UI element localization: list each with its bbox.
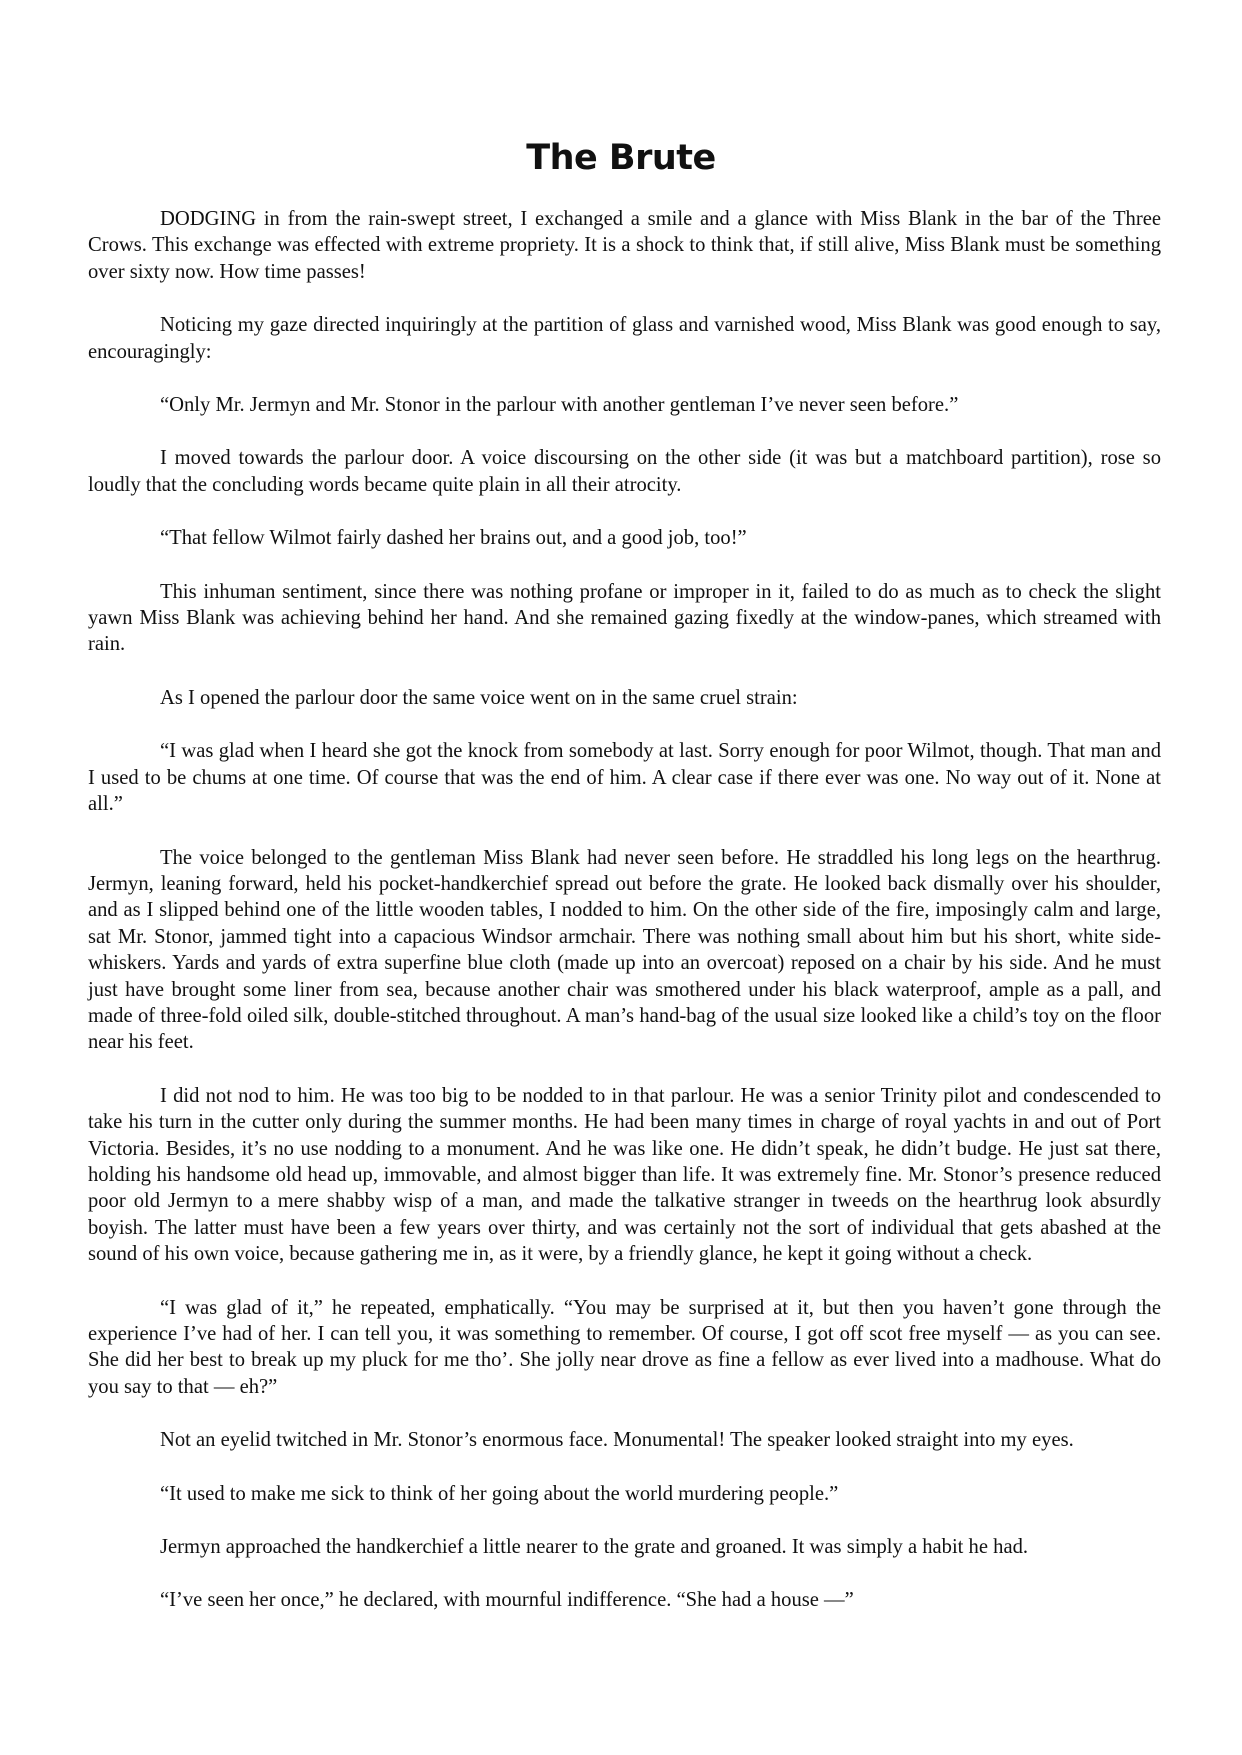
document-title: The Brute <box>526 138 716 178</box>
paragraph-13: “It used to make me sick to think of her going about the world murdering people.” <box>160 1482 839 1505</box>
paragraph-2: Noticing my gaze directed inquiringly at the partition of glass and varnished wood, Miss Blank was good enough to say, encouragingly: <box>88 314 1161 363</box>
paragraph-12: Not an eyelid twitched in Mr. Stonor’s enormous face. Monumental! The speaker looked straight into my eyes. <box>160 1429 1074 1452</box>
document-body <box>88 206 1161 1641</box>
paragraph-9: The voice belonged to the gentleman Miss Blank had never seen before. He straddled his long legs on the hearthrug. Jermyn, leaning forward, held his pocket-handkerchief spread out before the grate. He looked back dismally over his shoulder, and as I slipped behind one of the little wooden tables, I nodded to him. On the other side of the fire, imposingly calm and large, sat Mr. Stonor, jammed tight into a capacious Windsor armchair. There was nothing small about him but his short, white side-whiskers. Yards and yards of extra superfine blue cloth (made up into an overcoat) reposed on a chair by his side. And he must just have brought some liner from sea, because another chair was smothered under his black waterproof, ample as a pall, and made of three-fold oiled silk, double-stitched throughout. A man’s hand-bag of the usual size looked like a child’s toy on the floor near his feet. <box>88 846 1161 1054</box>
paragraph-3: “Only Mr. Jermyn and Mr. Stonor in the parlour with another gentleman I’ve never seen before.” <box>160 394 959 417</box>
paragraph-15: “I’ve seen her once,” he declared, with mournful indifference. “She had a house —” <box>160 1589 854 1612</box>
paragraph-5: “That fellow Wilmot fairly dashed her brains out, and a good job, too!” <box>160 527 747 550</box>
paragraph-7: As I opened the parlour door the same voice went on in the same cruel strain: <box>160 686 798 709</box>
paragraph-8: “I was glad when I heard she got the knock from somebody at last. Sorry enough for poor Wilmot, though. That man and I used to be chums at one time. Of course that was the end of him. A clear case if there ever was one. No way out of it. None at all.” <box>88 740 1161 816</box>
paragraph-14: Jermyn approached the handkerchief a little nearer to the grate and groaned. It was simply a habit he had. <box>160 1536 1029 1559</box>
paragraph-4: I moved towards the parlour door. A voice discoursing on the other side (it was but a matchboard partition), rose so loudly that the concluding words became quite plain in all their atrocity. <box>88 447 1161 496</box>
paragraph-10: I did not nod to him. He was too big to be nodded to in that parlour. He was a senior Trinity pilot and condescended to take his turn in the cutter only during the summer months. He had been many times in charge of royal yachts in and out of Port Victoria. Besides, it’s no use nodding to a monument. And he was like one. He didn’t speak, he didn’t budge. He just sat there, holding his handsome old head up, immovable, and almost bigger than life. It was extremely fine. Mr. Stonor’s presence reduced poor old Jermyn to a mere shabby wisp of a man, and made the talkative stranger in tweeds on the hearthrug look absurdly boyish. The latter must have been a few years over thirty, and was certainly not the sort of individual that gets abashed at the sound of his own voice, because gathering me in, as it were, by a friendly glance, he kept it going without a check. <box>88 1084 1161 1266</box>
paragraph-11: “I was glad of it,” he repeated, emphatically. “You may be surprised at it, but then you haven’t gone through the experience I’ve had of her. I can tell you, it was something to remember. Of course, I got off scot free myself — as you can see. She did her best to break up my pluck for me tho’. She jolly near drove as fine a fellow as ever lived into a madhouse. What do you say to that — eh?” <box>88 1296 1161 1398</box>
paragraph-6: This inhuman sentiment, since there was nothing profane or improper in it, failed to do as much as to check the slight yawn Miss Blank was achieving behind her hand. And she remained gazing fixedly at the window-panes, which streamed with rain. <box>88 580 1161 656</box>
paragraph-1: DODGING in from the rain-swept street, I exchanged a smile and a glance with Miss Blank in the bar of the Three Crows. This exchange was effected with extreme propriety. It is a shock to think that, if still alive, Miss Blank must be something over sixty now. How time passes! <box>88 208 1161 283</box>
